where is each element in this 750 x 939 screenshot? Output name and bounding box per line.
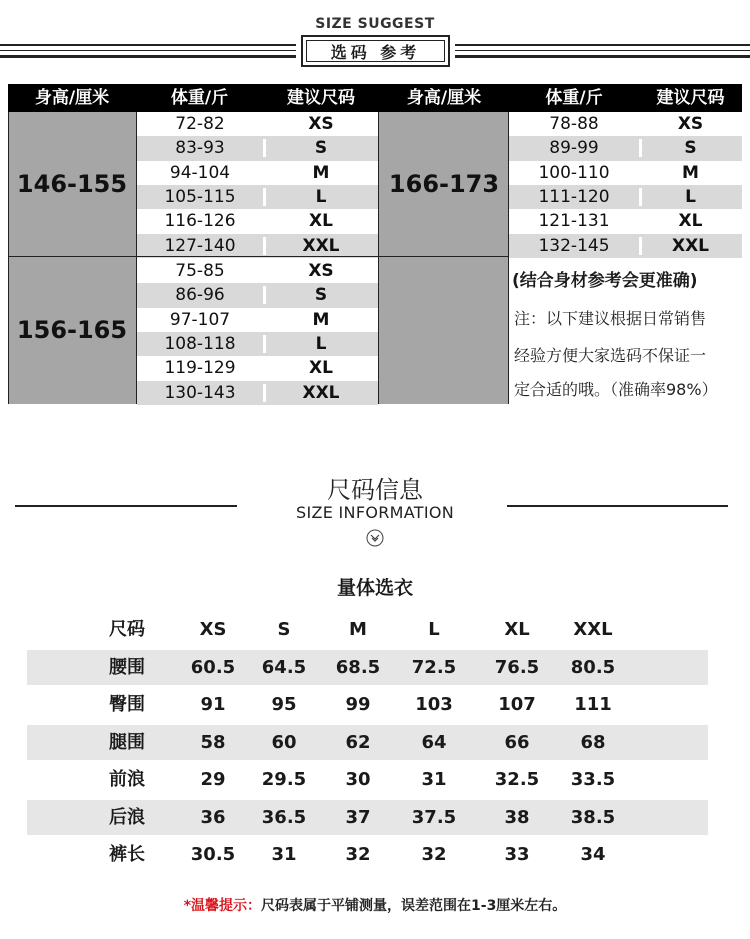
header-height-right: 身高/厘米	[406, 88, 482, 108]
measure-value: 33.5	[570, 769, 616, 790]
measure-table-title: 量体选衣	[336, 577, 413, 599]
header-size-left: 建议尺码	[287, 88, 355, 108]
table-divider-a	[136, 112, 137, 404]
weight-cell: 108-118	[164, 333, 236, 354]
measure-row-label: 臀围	[109, 694, 145, 715]
measure-row-label: 后浪	[109, 806, 145, 828]
suggest-row	[509, 185, 742, 209]
measure-size-header: S	[277, 619, 291, 640]
measure-value: 72.5	[411, 656, 457, 678]
measure-value: 107	[498, 694, 536, 715]
weight-cell: 72-82	[175, 114, 225, 134]
suggest-row	[137, 185, 378, 209]
measure-value: 32.5	[494, 769, 540, 790]
measure-value: 60	[271, 731, 297, 753]
measure-value: 38	[504, 806, 530, 828]
measure-value: 32	[345, 844, 371, 865]
header-height-left: 身高/厘米	[34, 88, 110, 108]
measure-size-header: XXL	[573, 619, 613, 640]
info-divider-right	[507, 505, 728, 507]
measure-row	[27, 762, 708, 797]
size-cell: S	[314, 138, 328, 159]
chevron-down-circle-icon	[366, 529, 384, 547]
size-cell: XL	[309, 211, 333, 232]
height-group-166-173: 166-173	[379, 112, 509, 256]
suggest-row	[137, 356, 378, 380]
measure-value: 64	[421, 731, 447, 753]
empty-height-cell	[379, 256, 509, 404]
size-cell: XL	[309, 358, 333, 379]
tip-text: 尺码表属于平铺测量，误差范围在1-3厘米左右。	[261, 898, 567, 914]
suggest-row	[137, 332, 378, 356]
weight-cell: 116-126	[164, 211, 236, 232]
measure-value: 99	[345, 694, 371, 715]
weight-cell: 121-131	[538, 211, 610, 232]
height-group-156-165: 156-165	[8, 256, 136, 404]
measure-value: 36	[200, 806, 226, 828]
info-divider-left	[15, 505, 237, 507]
measure-value: 80.5	[570, 656, 616, 678]
header-weight-right: 体重/斤	[545, 88, 603, 108]
divider-left-thin	[0, 50, 296, 51]
measure-value: 37	[345, 806, 371, 828]
weight-cell: 111-120	[538, 186, 610, 207]
size-info-subtitle: SIZE INFORMATION	[296, 503, 454, 522]
size-cell: M	[312, 162, 330, 183]
size-cell: XL	[678, 211, 703, 232]
measure-header-label: 尺码	[109, 619, 145, 640]
measure-size-header: M	[349, 619, 367, 640]
measure-header-row	[27, 612, 708, 647]
measure-row-label: 腰围	[109, 656, 145, 678]
divider-left	[0, 44, 296, 46]
size-cell: XS	[677, 114, 704, 134]
suggest-row	[137, 161, 378, 185]
measure-value: 62	[345, 731, 371, 753]
measure-row	[27, 687, 708, 722]
suggest-row	[137, 234, 378, 258]
size-cell: XXL	[302, 235, 340, 256]
suggest-row	[137, 259, 378, 283]
measure-value: 33	[504, 844, 530, 865]
size-cell: L	[315, 333, 327, 354]
measure-value: 34	[580, 844, 606, 865]
weight-cell: 127-140	[164, 235, 236, 256]
measure-row-label: 腿围	[109, 731, 145, 753]
suggest-row	[137, 136, 378, 160]
size-cell: XS	[308, 114, 334, 134]
size-suggest-title: SIZE SUGGEST	[315, 16, 435, 32]
measure-row	[27, 725, 708, 760]
suggest-row	[509, 112, 742, 136]
divider-right-thick	[455, 55, 750, 58]
measure-value: 30.5	[190, 844, 236, 865]
weight-cell: 105-115	[164, 186, 236, 207]
note-title: (结合身材参考会更准确)	[512, 271, 698, 291]
suggest-row	[509, 234, 742, 258]
measure-value: 68	[580, 731, 606, 753]
size-suggest-badge-label: 选码 参考	[306, 40, 445, 62]
measure-value: 30	[345, 769, 371, 790]
size-cell: S	[314, 285, 328, 306]
suggest-row	[509, 161, 742, 185]
table-row-divider	[8, 256, 508, 257]
measure-row-label: 裤长	[109, 844, 145, 865]
suggest-row	[137, 381, 378, 405]
weight-cell: 94-104	[169, 162, 231, 183]
size-note	[508, 256, 750, 404]
size-cell: L	[685, 186, 696, 207]
suggest-row	[509, 209, 742, 233]
size-cell: XXL	[671, 235, 710, 256]
size-cell: XS	[308, 261, 334, 281]
weight-cell: 132-145	[538, 235, 610, 256]
measure-size-header: XL	[504, 619, 530, 640]
measure-value: 58	[200, 731, 226, 753]
weight-cell: 78-88	[549, 114, 599, 134]
measure-value: 103	[415, 694, 453, 715]
size-tip	[0, 895, 750, 915]
weight-cell: 75-85	[175, 261, 225, 281]
tip-prefix: *温馨提示：	[183, 898, 262, 914]
measure-value: 37.5	[411, 806, 457, 828]
measure-value: 111	[574, 694, 612, 715]
note-line-3: 定合适的哦。（准确率98%）	[514, 380, 718, 399]
suggest-row	[137, 112, 378, 136]
measure-value: 29	[200, 769, 226, 790]
size-cell: M	[312, 309, 330, 330]
measure-value: 95	[271, 694, 297, 715]
measure-value: 66	[504, 731, 530, 753]
measure-size-header: L	[428, 619, 440, 640]
divider-left-thick	[0, 55, 296, 58]
measure-value: 29.5	[261, 769, 307, 790]
measure-row	[27, 837, 708, 872]
suggest-row	[509, 136, 742, 160]
table-divider-b	[378, 112, 379, 404]
weight-cell: 89-99	[549, 138, 599, 159]
weight-cell: 86-96	[175, 285, 225, 306]
header-weight-left: 体重/斤	[170, 88, 229, 108]
measure-value: 31	[421, 769, 447, 790]
measure-value: 64.5	[261, 656, 307, 678]
measure-value: 91	[200, 694, 226, 715]
divider-right-thin	[455, 50, 750, 51]
measure-value: 76.5	[494, 656, 540, 678]
measure-size-header: XS	[199, 619, 227, 640]
suggest-row	[137, 209, 378, 233]
suggest-row	[137, 283, 378, 307]
note-line-2: 经验方便大家选码不保证一	[514, 346, 707, 365]
weight-cell: 83-93	[175, 138, 225, 159]
size-info-title: 尺码信息	[327, 476, 423, 504]
measure-row	[27, 650, 708, 685]
measure-value: 38.5	[570, 806, 616, 828]
measure-row-label: 前浪	[109, 769, 145, 790]
measure-value: 68.5	[335, 656, 381, 678]
weight-cell: 119-129	[164, 358, 236, 379]
height-group-146-155: 146-155	[8, 112, 136, 256]
size-cell: L	[315, 186, 327, 207]
weight-cell: 130-143	[164, 382, 236, 403]
measure-value: 31	[271, 844, 297, 865]
measure-value: 60.5	[190, 656, 236, 678]
table-border-left	[8, 112, 9, 404]
size-cell: M	[682, 162, 699, 183]
size-suggest-badge	[301, 35, 450, 67]
suggest-row	[137, 308, 378, 332]
size-cell: S	[684, 138, 697, 159]
note-line-1: 注：以下建议根据日常销售	[514, 309, 707, 328]
measure-value: 32	[421, 844, 447, 865]
divider-right	[455, 44, 750, 46]
measure-row	[27, 800, 708, 835]
header-size-right: 建议尺码	[656, 88, 725, 108]
size-cell: XXL	[302, 382, 340, 403]
measure-value: 36.5	[261, 806, 307, 828]
weight-cell: 100-110	[538, 162, 610, 183]
weight-cell: 97-107	[169, 309, 231, 330]
